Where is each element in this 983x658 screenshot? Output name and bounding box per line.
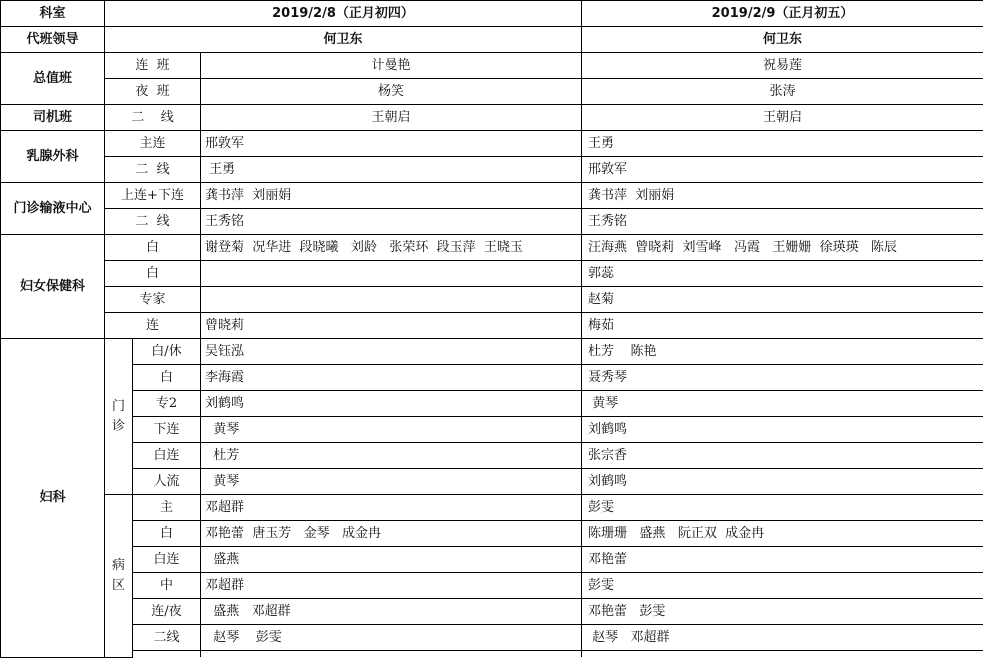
clinic-sub: 专2 — [133, 391, 201, 417]
womens-health-sub: 白 — [105, 261, 201, 287]
infusion-d2: 王秀铭 — [582, 209, 983, 235]
womens-health-label: 妇女保健科 — [1, 235, 105, 339]
ward-d2: 赵琴 邓超群 — [582, 625, 983, 651]
truncated-row — [1, 651, 983, 658]
breast-label: 乳腺外科 — [1, 131, 105, 183]
womens-health-d1 — [201, 261, 582, 287]
driver-d2: 王朝启 — [582, 105, 983, 131]
infusion-d1: 龚书萍 刘丽娟 — [201, 183, 582, 209]
clinic-label-char: 诊 — [105, 417, 132, 437]
ward-d1: 邓艳蕾 唐玉芳 金琴 成金冉 — [201, 521, 582, 547]
breast-d2: 王勇 — [582, 131, 983, 157]
truncated-cell — [133, 651, 201, 658]
ward-sub: 白 — [133, 521, 201, 547]
womens-health-sub: 连 — [105, 313, 201, 339]
header-row — [1, 1, 983, 27]
duty-label: 总值班 — [1, 53, 105, 105]
clinic-d1: 黄琴 — [201, 417, 582, 443]
ward-sub: 主 — [133, 495, 201, 521]
gyn-clinic-row — [1, 391, 983, 417]
womens-health-row — [1, 261, 983, 287]
ward-sub: 白连 — [133, 547, 201, 573]
clinic-d2: 杜芳 陈艳 — [582, 339, 983, 365]
infusion-sub: 二 线 — [105, 209, 201, 235]
truncated-cell — [201, 651, 582, 658]
ward-d2: 邓艳蕾 — [582, 547, 983, 573]
duty-d1: 计曼艳 — [201, 53, 582, 79]
ward-sub: 连/夜 — [133, 599, 201, 625]
womens-health-d2: 汪海燕 曾晓莉 刘雪峰 冯霞 王姗姗 徐瑛瑛 陈辰 — [582, 235, 983, 261]
infusion-sub: 上连+下连 — [105, 183, 201, 209]
ward-d1: 盛燕 — [201, 547, 582, 573]
leader-d1: 何卫东 — [105, 27, 582, 53]
clinic-d1: 杜芳 — [201, 443, 582, 469]
truncated-cell — [582, 651, 983, 658]
duty-d2: 张涛 — [582, 79, 983, 105]
womens-health-d2: 郭蕊 — [582, 261, 983, 287]
ward-d2: 彭雯 — [582, 495, 983, 521]
gyn-ward-row — [1, 521, 983, 547]
infusion-label: 门诊输液中心 — [1, 183, 105, 235]
gyn-ward-row — [1, 599, 983, 625]
ward-d1: 邓超群 — [201, 573, 582, 599]
clinic-label-char: 门 — [105, 397, 132, 417]
clinic-d2: 黄琴 — [582, 391, 983, 417]
clinic-d1: 黄琴 — [201, 469, 582, 495]
ward-label-char: 病 — [105, 556, 132, 576]
womens-health-d1: 曾晓莉 — [201, 313, 582, 339]
clinic-sub: 下连 — [133, 417, 201, 443]
infusion-d2: 龚书萍 刘丽娟 — [582, 183, 983, 209]
breast-d2: 邢敦军 — [582, 157, 983, 183]
ward-group-label — [105, 495, 133, 658]
clinic-sub: 人流 — [133, 469, 201, 495]
leader-label: 代班领导 — [1, 27, 105, 53]
womens-health-row — [1, 313, 983, 339]
duty-sub: 夜 班 — [105, 79, 201, 105]
infusion-d1: 王秀铭 — [201, 209, 582, 235]
gyn-ward-row — [1, 573, 983, 599]
gyn-clinic-row — [1, 469, 983, 495]
clinic-sub: 白连 — [133, 443, 201, 469]
duty-sub: 连 班 — [105, 53, 201, 79]
gyn-clinic-row — [1, 417, 983, 443]
clinic-d1: 吴钰泓 — [201, 339, 582, 365]
gyn-ward-row — [1, 495, 983, 521]
breast-row — [1, 131, 983, 157]
womens-health-row — [1, 235, 983, 261]
womens-health-d2: 梅茹 — [582, 313, 983, 339]
infusion-row — [1, 209, 983, 235]
date2-header: 2019/2/9（正月初五） — [582, 1, 983, 27]
gyn-ward-row — [1, 625, 983, 651]
womens-health-sub: 白 — [105, 235, 201, 261]
ward-label-char: 区 — [105, 576, 132, 596]
driver-row — [1, 105, 983, 131]
womens-health-d1: 谢登菊 况华进 段晓曦 刘龄 张荣环 段玉萍 王晓玉 — [201, 235, 582, 261]
ward-sub: 二线 — [133, 625, 201, 651]
ward-d1: 赵琴 彭雯 — [201, 625, 582, 651]
clinic-d2: 刘鹤鸣 — [582, 417, 983, 443]
leader-row — [1, 27, 983, 53]
ward-d2: 邓艳蕾 彭雯 — [582, 599, 983, 625]
driver-d1: 王朝启 — [201, 105, 582, 131]
womens-health-row — [1, 287, 983, 313]
breast-row — [1, 157, 983, 183]
breast-d1: 王勇 — [201, 157, 582, 183]
driver-sub: 二 线 — [105, 105, 201, 131]
ward-sub: 中 — [133, 573, 201, 599]
clinic-d2: 张宗香 — [582, 443, 983, 469]
leader-d2: 何卫东 — [582, 27, 983, 53]
duty-row — [1, 79, 983, 105]
gyn-clinic-row — [1, 365, 983, 391]
womens-health-d2: 赵菊 — [582, 287, 983, 313]
gyn-ward-row — [1, 547, 983, 573]
gyn-clinic-row — [1, 339, 983, 365]
clinic-d2: 聂秀琴 — [582, 365, 983, 391]
clinic-sub: 白 — [133, 365, 201, 391]
ward-d1: 邓超群 — [201, 495, 582, 521]
womens-health-d1 — [201, 287, 582, 313]
infusion-row — [1, 183, 983, 209]
breast-sub: 二 线 — [105, 157, 201, 183]
date1-header: 2019/2/8（正月初四） — [105, 1, 582, 27]
breast-sub: 主连 — [105, 131, 201, 157]
clinic-sub: 白/休 — [133, 339, 201, 365]
womens-health-sub: 专家 — [105, 287, 201, 313]
dept-column-header: 科室 — [1, 1, 105, 27]
clinic-d1: 刘鹤鸣 — [201, 391, 582, 417]
duty-row — [1, 53, 983, 79]
clinic-d1: 李海霞 — [201, 365, 582, 391]
clinic-group-label — [105, 339, 133, 495]
gyn-clinic-row — [1, 443, 983, 469]
driver-label: 司机班 — [1, 105, 105, 131]
ward-d1: 盛燕 邓超群 — [201, 599, 582, 625]
duty-d1: 杨笑 — [201, 79, 582, 105]
clinic-d2: 刘鹤鸣 — [582, 469, 983, 495]
ward-d2: 陈珊珊 盛燕 阮正双 成金冉 — [582, 521, 983, 547]
breast-d1: 邢敦军 — [201, 131, 582, 157]
duty-d2: 祝易莲 — [582, 53, 983, 79]
ward-d2: 彭雯 — [582, 573, 983, 599]
gynecology-label: 妇科 — [1, 339, 105, 658]
